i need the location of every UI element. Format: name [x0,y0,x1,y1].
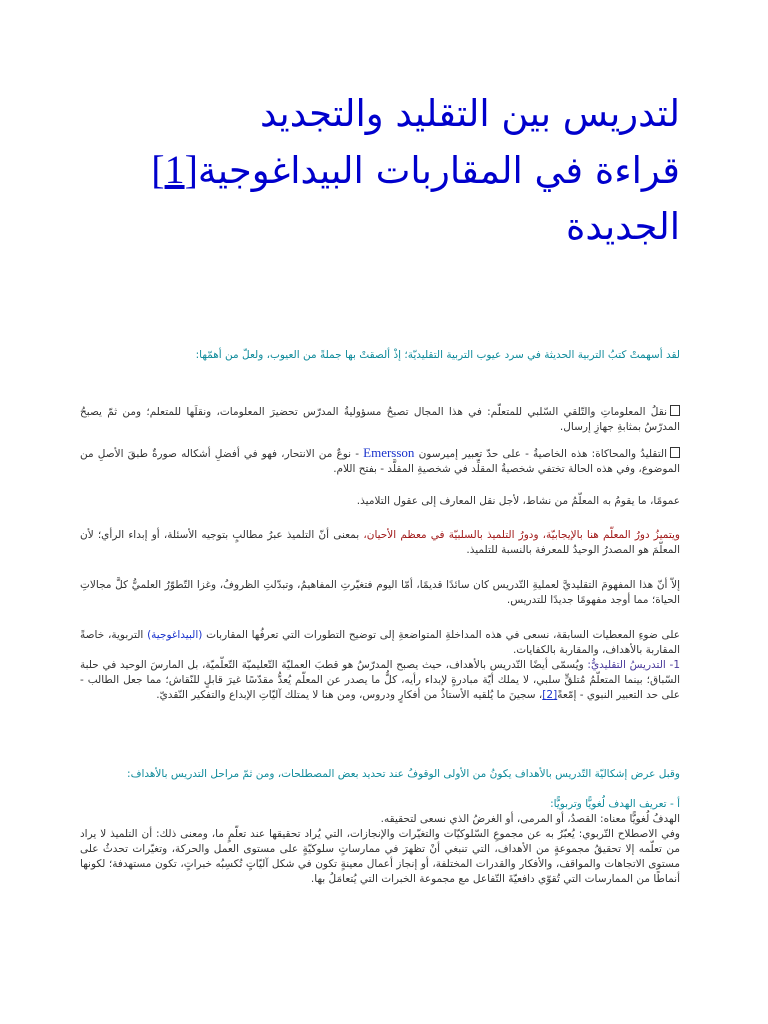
paragraph-4-highlight: ويتميزُ دورُ المعلّم هنا بالإيجابيّة، ودورُ التلميذ بالسلبيّة في معظم الأحيان، [363,529,680,541]
definition-heading: أ - تعريف الهدف لُغويًّا وتربويًّا: [550,798,680,810]
traditional-teaching-label: 1- التدريسُ التقليديُّ: [587,659,681,671]
title-line-3: الجديدة [566,205,680,248]
pedagogy-term: (البيداغوجية) [147,629,203,641]
emersson-name: Emersson [363,445,415,460]
bullet-paragraph-1 [80,405,680,435]
intro-paragraph: لقد أسهمتْ كتبُ التربية الحديثة في سرد عيوب التربية التقليديّة؛ إذْ ألصقتْ بها جملةً من العيوب، ولعلّ من أهمّها: [195,349,680,361]
paragraph-5: إلاّ أنّ هذا المفهومَ التقليديَّ لعمليةِ التّدريس كان سائدًا قديمًا، أمّا اليوم فتغيّرتِ المفاهيمُ، وتبدّلتِ الظروفُ، وغزا التّطوّرُ العلميُّ كلَّ مجالاتِ الحياة؛ مما أوجد مفهومًا جديدًا للتدريس. [80,579,680,606]
bullet-box-icon [670,447,680,458]
paragraph-6-after: التربوية، خاصةً المقاربة بالأهداف، والمقاربة بالكفايات. [80,629,680,656]
paragraph-6-item [80,658,680,703]
paragraph-6-intro [80,628,680,658]
bullet-paragraph-2 [80,445,680,477]
bullet-2-text-before: التقليدُ والمحاكاة: هذه الخاصيةُ - على حدّ تعبير إميرسون [418,448,668,460]
paragraph-6 [80,628,680,703]
title-line-2 [60,142,680,199]
title-line-2-text: قراءة في المقاربات البيداغوجية [197,149,680,192]
traditional-teaching-text: ويُسمّى أيضًا التّدريس بالأهداف، حيث يصبح المدرّسُ هو قطبَ العمليّة التّعليميّة التّعلّميّة، بل المارسَ الوحيد في حلبة السّباق؛ بينما المتعلّمُ مُتلقٍّ سلبي، لا يملك أيّة مبادرةٍ لإبداء رأيه، كلُّ ما يصدر عن المعلّم يُعدُّ مقدّسًا غيرَ قابلٍ للنّقاش؛ مما جعل الطالب - على حد التعبير النبوي - إمّعةً [80,659,680,701]
traditional-teaching-end: ، سجينَ ما يُلقيه الأستاذُ من أفكارٍ ودروس، ومن هنا لا يمتلك آليّاتِ الإبداع والتفكير النّقديّ. [156,689,543,701]
bullet-1-text: نقلُ المعلوماتِ والتّلقي السّلبي للمتعلّم: في هذا المجال تصبحُ مسؤوليةُ المدرّس تحضيرَ المعلومات، ونقلَها للمتعلم؛ ومن ثمّ يصبحُ المدرّسُ بمثابةِ جهازِ إرسال. [80,406,680,433]
paragraph-7: وقبل عرض إشكاليّة التّدريس بالأهداف يكونُ من الأولى الوقوفُ عند تحديد بعض المصطلحات، ومن ثمّ مراحل التدريس بالأهداف: [127,768,680,780]
paragraph-6-before: على ضوءِ المعطيات السابقة، نسعى في هذه المداخلةِ المتواضعةِ إلى توضيح التطورات التي تعرفُها المقاربات [206,629,680,641]
title-line-1: لتدريس بين التقليد والتجديد [260,92,680,135]
footnote-ref-2[interactable]: [2] [542,689,558,701]
paragraph-3: عمومًا، ما يقومُ به المعلّمُ من نشاط، لأجل نقل المعارف إلى عقول التلاميذ. [356,495,680,507]
bullet-box-icon [670,405,680,416]
footnote-ref-1[interactable]: [1] [151,147,198,192]
bullet-2-text-after: - نوعٌ من الانتحار، فهو في أفضلِ أشكاله صورةٌ طبقَ الأصلِ من الموضوع، وفي هذه الحالة تختفي شخصيةُ المقلِّد في شخصيةِ المقلَّد - بفتح اللام. [80,448,680,475]
paragraph-4-rest: بمعنى أنّ التلميذ عبرُ مطالبٍ بتوجيه الأسئلة، أو إبداء الرأي؛ لأن المعلّمَ هو المصدرُ الوحيدُ للمعرفة بالنسبة للتلميذ. [80,529,680,556]
definition-linguistic: الهدفُ لُغويًّا معناه: القصدُ، أو المرمى، أو الغرضُ الذي نسعى لتحقيقه. [380,813,680,825]
paragraph-4 [80,528,680,558]
paragraph-8 [80,797,680,887]
definition-educational: وفي الاصطلاح التّربوي: يُعبّرُ به عن مجموعِ السّلوكيّات والتغيّرات والإنجازات، التي يُراد تحقيقها عند تعلّمٍ ما، ومعنى ذلك: أن التلميذ لا يراد من تعلّمه إلا تحقيقُ مجموعةٍ من الأهداف، التي تنبغي أنْ تظهرَ في ممارساتٍ سلوكيّةٍ على مستوى العمل والحركة، وتغيّرات تحدثُ على مستوى الاتجاهات والمواقف، والأفكار والقدرات المختلفة، أو إنجاز أعمال معينةٍ تكون في شكل آليّاتٍ تُكسِبُه خبراتٍ، تكون مستهدفة؛ لكونها أنماطًا من الممارسات التي تُقوّي دافعيّةَ التّفاعل مع مجموعة الخبرات التي يُتعامَلُ بها. [80,828,680,885]
document-title [60,86,680,255]
